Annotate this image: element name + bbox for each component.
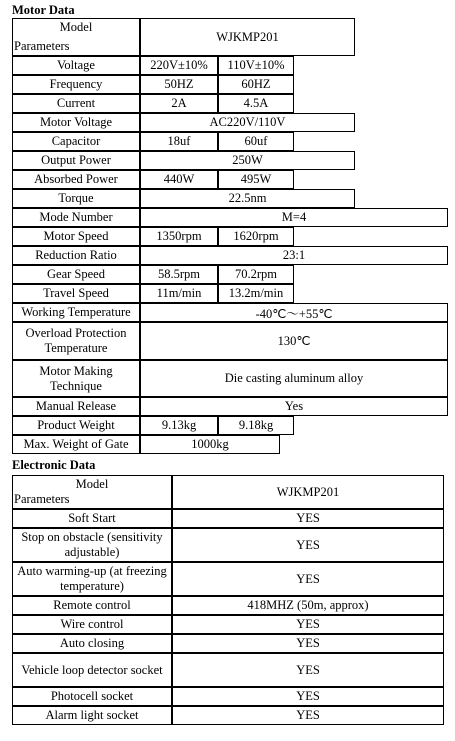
- motor-param-label: Reduction Ratio: [12, 246, 140, 265]
- motor-value-110v: 70.2rpm: [218, 265, 294, 284]
- electronic-param-value: 418MHZ (50m, approx): [172, 596, 444, 615]
- motor-param-label: Mode Number: [12, 208, 140, 227]
- header-model-value: WJKMP201: [140, 18, 355, 56]
- motor-param-value: M=4: [140, 208, 448, 227]
- electronic-param-value: YES: [172, 509, 444, 528]
- motor-data-heading: Motor Data: [12, 3, 75, 17]
- motor-value-110v: 110V±10%: [218, 56, 294, 75]
- header-model-label: Model: [75, 477, 109, 491]
- motor-param-label: Max. Weight of Gate: [12, 435, 140, 454]
- electronic-param-value: YES: [172, 562, 444, 596]
- electronic-param-label: Auto warming-up (at freezing temperature): [12, 562, 172, 596]
- header-model-value: WJKMP201: [172, 475, 444, 509]
- motor-param-label: Motor Speed: [12, 227, 140, 246]
- motor-param-value: Yes: [140, 397, 448, 416]
- motor-param-label: Motor Voltage: [12, 113, 140, 132]
- electronic-param-value: YES: [172, 706, 444, 725]
- motor-param-label: Overload Protection Temperature: [12, 322, 140, 360]
- motor-param-label: Frequency: [12, 75, 140, 94]
- motor-param-label: Capacitor: [12, 132, 140, 151]
- electronic-param-label: Wire control: [12, 615, 172, 634]
- motor-param-label: Voltage: [12, 56, 140, 75]
- motor-value-220v: 18uf: [140, 132, 218, 151]
- motor-param-value: 1000kg: [140, 435, 280, 454]
- motor-value-220v: 11m/min: [140, 284, 218, 303]
- motor-param-label: Motor Making Technique: [12, 360, 140, 397]
- motor-param-value: 130℃: [140, 322, 448, 360]
- electronic-param-value: YES: [172, 634, 444, 653]
- motor-param-value: AC220V/110V: [140, 113, 355, 132]
- motor-param-label: Absorbed Power: [12, 170, 140, 189]
- motor-value-110v: 9.18kg: [218, 416, 294, 435]
- motor-param-value: 250W: [140, 151, 355, 170]
- motor-param-value: 23:1: [140, 246, 448, 265]
- electronic-param-label: Soft Start: [12, 509, 172, 528]
- electronic-data-heading: Electronic Data: [12, 458, 96, 472]
- electronic-param-value: YES: [172, 528, 444, 562]
- motor-value-220v: 9.13kg: [140, 416, 218, 435]
- motor-value-110v: 4.5A: [218, 94, 294, 113]
- motor-param-value: 22.5nm: [140, 189, 355, 208]
- motor-param-value: -40℃～+55℃: [140, 303, 448, 322]
- motor-param-label: Output Power: [12, 151, 140, 170]
- header-params-label: Parameters: [14, 39, 70, 53]
- motor-value-220v: 220V±10%: [140, 56, 218, 75]
- motor-param-label: Current: [12, 94, 140, 113]
- motor-value-110v: 1620rpm: [218, 227, 294, 246]
- motor-value-220v: 50HZ: [140, 75, 218, 94]
- motor-param-label: Product Weight: [12, 416, 140, 435]
- motor-value-110v: 60uf: [218, 132, 294, 151]
- electronic-param-label: Remote control: [12, 596, 172, 615]
- motor-value-220v: 1350rpm: [140, 227, 218, 246]
- electronic-param-value: YES: [172, 653, 444, 687]
- motor-param-label: Travel Speed: [12, 284, 140, 303]
- header-model-label: Model: [59, 20, 93, 34]
- header-params-label: Parameters: [14, 492, 70, 506]
- motor-param-value: Die casting aluminum alloy: [140, 360, 448, 397]
- motor-value-220v: 440W: [140, 170, 218, 189]
- motor-value-110v: 60HZ: [218, 75, 294, 94]
- motor-param-label: Gear Speed: [12, 265, 140, 284]
- electronic-param-value: YES: [172, 687, 444, 706]
- electronic-param-label: Photocell socket: [12, 687, 172, 706]
- motor-value-110v: 13.2m/min: [218, 284, 294, 303]
- motor-param-label: Manual Release: [12, 397, 140, 416]
- electronic-param-label: Vehicle loop detector socket: [12, 653, 172, 687]
- electronic-param-label: Auto closing: [12, 634, 172, 653]
- electronic-param-label: Alarm light socket: [12, 706, 172, 725]
- header-params-cell: [12, 18, 140, 56]
- motor-param-label: Working Temperature: [12, 303, 140, 322]
- motor-value-110v: 495W: [218, 170, 294, 189]
- electronic-param-label: Stop on obstacle (sensitivity adjustable): [12, 528, 172, 562]
- electronic-param-value: YES: [172, 615, 444, 634]
- motor-value-220v: 2A: [140, 94, 218, 113]
- motor-param-label: Torque: [12, 189, 140, 208]
- motor-value-220v: 58.5rpm: [140, 265, 218, 284]
- header-params-cell: [12, 475, 172, 509]
